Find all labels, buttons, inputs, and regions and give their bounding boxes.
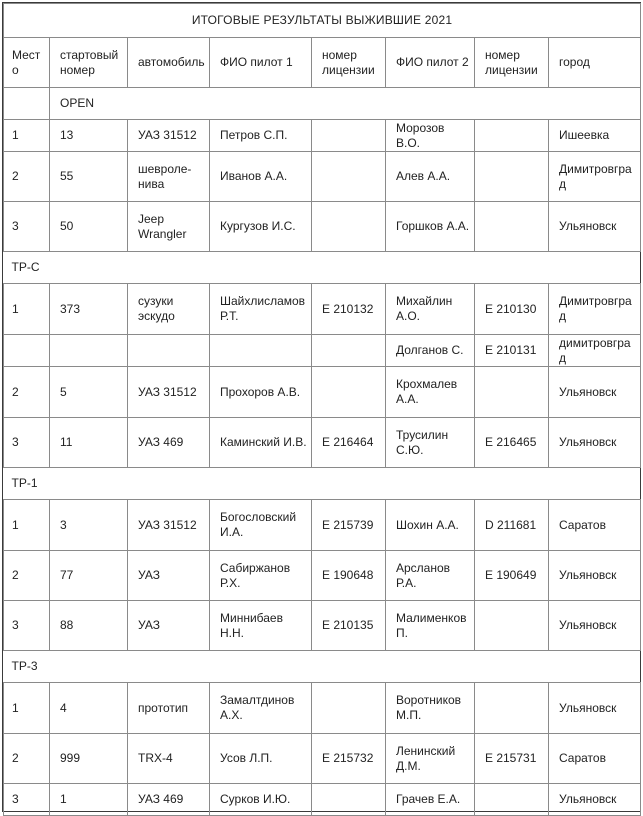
cell-pilot1: [210, 335, 312, 367]
header-place: Место: [4, 38, 50, 88]
cell-license1: [312, 202, 386, 252]
cell-license1: [312, 120, 386, 152]
cell-pilot2: Малименков П.: [386, 601, 475, 651]
table-row: [4, 335, 641, 367]
cell-license2: [475, 120, 549, 152]
cell-car: шевроле-нива: [128, 152, 210, 202]
table-row: [4, 734, 641, 784]
cell-city: Димитровград: [549, 152, 641, 202]
cell-license1: [312, 367, 386, 418]
cell-start-number: 77: [50, 551, 128, 601]
table-row: [4, 601, 641, 651]
cell-license2: [475, 152, 549, 202]
cell-pilot2: Горшков А.А.: [386, 202, 475, 252]
cell-start-number: 1: [50, 784, 128, 816]
cell-start-number: 5: [50, 367, 128, 418]
table-row: [4, 784, 641, 816]
cell-car: [128, 335, 210, 367]
cell-license2: E 210131: [475, 335, 549, 367]
section-name: ТР-С: [4, 252, 641, 284]
cell-pilot1: Богословский И.А.: [210, 500, 312, 551]
cell-pilot2: Арсланов Р.А.: [386, 551, 475, 601]
cell-license1: E 216464: [312, 418, 386, 468]
cell-start-number: 50: [50, 202, 128, 252]
section-row: [4, 651, 641, 683]
cell-car: УАЗ 31512: [128, 367, 210, 418]
cell-place: 3: [4, 418, 50, 468]
header-pilot1: ФИО пилот 1: [210, 38, 312, 88]
section-name: ТР-3: [4, 651, 641, 683]
cell-pilot1: Иванов А.А.: [210, 152, 312, 202]
cell-pilot1: Усов Л.П.: [210, 734, 312, 784]
cell-pilot2: Трусилин С.Ю.: [386, 418, 475, 468]
cell-place: 1: [4, 120, 50, 152]
cell-license2: E 216465: [475, 418, 549, 468]
cell-pilot2: Шохин А.А.: [386, 500, 475, 551]
cell-place: 2: [4, 367, 50, 418]
cell-place: 2: [4, 152, 50, 202]
cell-license2: [475, 601, 549, 651]
cell-pilot2: Крохмалев А.А.: [386, 367, 475, 418]
cell-pilot1: Каминский И.В.: [210, 418, 312, 468]
cell-pilot2: Ленинский Д.М.: [386, 734, 475, 784]
section-row: [4, 88, 641, 120]
cell-license1: E 215732: [312, 734, 386, 784]
cell-pilot1: Прохоров А.В.: [210, 367, 312, 418]
cell-pilot1: Кургузов И.С.: [210, 202, 312, 252]
cell-license1: [312, 335, 386, 367]
cell-car: Jeep Wrangler: [128, 202, 210, 252]
header-pilot2: ФИО пилот 2: [386, 38, 475, 88]
table-row: [4, 551, 641, 601]
header-license1: номер лицензии: [312, 38, 386, 88]
cell-car: УАЗ 469: [128, 418, 210, 468]
cell-pilot2: Долганов С.: [386, 335, 475, 367]
cell-pilot1: Шайхлисламов Р.Т.: [210, 284, 312, 335]
cell-car: УАЗ: [128, 551, 210, 601]
table-row: [4, 202, 641, 252]
cell-start-number: 373: [50, 284, 128, 335]
cell-license2: [475, 202, 549, 252]
cell-pilot1: Петров С.П.: [210, 120, 312, 152]
cell-car: УАЗ 31512: [128, 120, 210, 152]
cell-pilot1: Миннибаев Н.Н.: [210, 601, 312, 651]
results-table-frame: [2, 2, 641, 812]
header-license2: номер лицензии: [475, 38, 549, 88]
cell-city: Ульяновск: [549, 202, 641, 252]
cell-license1: E 215739: [312, 500, 386, 551]
cell-city: Ульяновск: [549, 784, 641, 816]
cell-city: Ишеевка: [549, 120, 641, 152]
cell-license1: E 210132: [312, 284, 386, 335]
table-row: [4, 367, 641, 418]
cell-pilot2: Алев А.А.: [386, 152, 475, 202]
cell-car: прототип: [128, 683, 210, 734]
header-row: [4, 38, 641, 88]
table-row: [4, 284, 641, 335]
cell-place: 1: [4, 284, 50, 335]
cell-pilot1: Сурков И.Ю.: [210, 784, 312, 816]
cell-license2: D 211681: [475, 500, 549, 551]
cell-place: 1: [4, 683, 50, 734]
cell-car: УАЗ 31512: [128, 500, 210, 551]
cell-car: УАЗ: [128, 601, 210, 651]
cell-start-number: 999: [50, 734, 128, 784]
table-row: [4, 683, 641, 734]
cell-place: 3: [4, 202, 50, 252]
cell-start-number: 55: [50, 152, 128, 202]
cell-place: [4, 335, 50, 367]
cell-pilot2: Морозов В.О.: [386, 120, 475, 152]
cell-car: сузуки эскудо: [128, 284, 210, 335]
cell-license2: E 215731: [475, 734, 549, 784]
cell-city: Ульяновск: [549, 367, 641, 418]
cell-pilot2: Воротников М.П.: [386, 683, 475, 734]
cell-car: TRX-4: [128, 734, 210, 784]
cell-start-number: 4: [50, 683, 128, 734]
cell-license2: [475, 683, 549, 734]
cell-pilot1: Сабиржанов Р.Х.: [210, 551, 312, 601]
cell-city: Саратов: [549, 734, 641, 784]
cell-pilot2: Грачев Е.А.: [386, 784, 475, 816]
section-name: OPEN: [50, 88, 641, 120]
table-row: [4, 500, 641, 551]
results-table: [3, 3, 641, 816]
cell-car: УАЗ 469: [128, 784, 210, 816]
cell-license2: [475, 784, 549, 816]
cell-start-number: 3: [50, 500, 128, 551]
cell-license1: E 210135: [312, 601, 386, 651]
cell-start-number: 11: [50, 418, 128, 468]
cell-place: 2: [4, 734, 50, 784]
header-car: автомобиль: [128, 38, 210, 88]
cell-city: Димитровград: [549, 284, 641, 335]
title-row: [4, 4, 641, 38]
cell-start-number: 88: [50, 601, 128, 651]
cell-place: 3: [4, 601, 50, 651]
cell-pilot2: Михайлин А.О.: [386, 284, 475, 335]
cell-license2: E 190649: [475, 551, 549, 601]
cell-license1: [312, 152, 386, 202]
section-row: [4, 468, 641, 500]
cell-license2: [475, 367, 549, 418]
cell-city: Ульяновск: [549, 551, 641, 601]
cell-city: Ульяновск: [549, 418, 641, 468]
table-row: [4, 120, 641, 152]
cell-city: димитровград: [549, 335, 641, 367]
cell-city: Ульяновск: [549, 683, 641, 734]
cell-place: 3: [4, 784, 50, 816]
cell-city: Саратов: [549, 500, 641, 551]
cell-license1: E 190648: [312, 551, 386, 601]
table-title: ИТОГОВЫЕ РЕЗУЛЬТАТЫ ВЫЖИВШИЕ 2021: [4, 4, 641, 38]
cell-license1: [312, 683, 386, 734]
cell-license2: E 210130: [475, 284, 549, 335]
section-empty-cell: [4, 88, 50, 120]
cell-city: Ульяновск: [549, 601, 641, 651]
table-row: [4, 152, 641, 202]
cell-place: 1: [4, 500, 50, 551]
cell-start-number: [50, 335, 128, 367]
cell-pilot1: Замалтдинов А.Х.: [210, 683, 312, 734]
cell-license1: [312, 784, 386, 816]
section-row: [4, 252, 641, 284]
header-city: город: [549, 38, 641, 88]
table-row: [4, 418, 641, 468]
cell-start-number: 13: [50, 120, 128, 152]
header-start-number: стартовый номер: [50, 38, 128, 88]
section-name: ТР-1: [4, 468, 641, 500]
cell-place: 2: [4, 551, 50, 601]
